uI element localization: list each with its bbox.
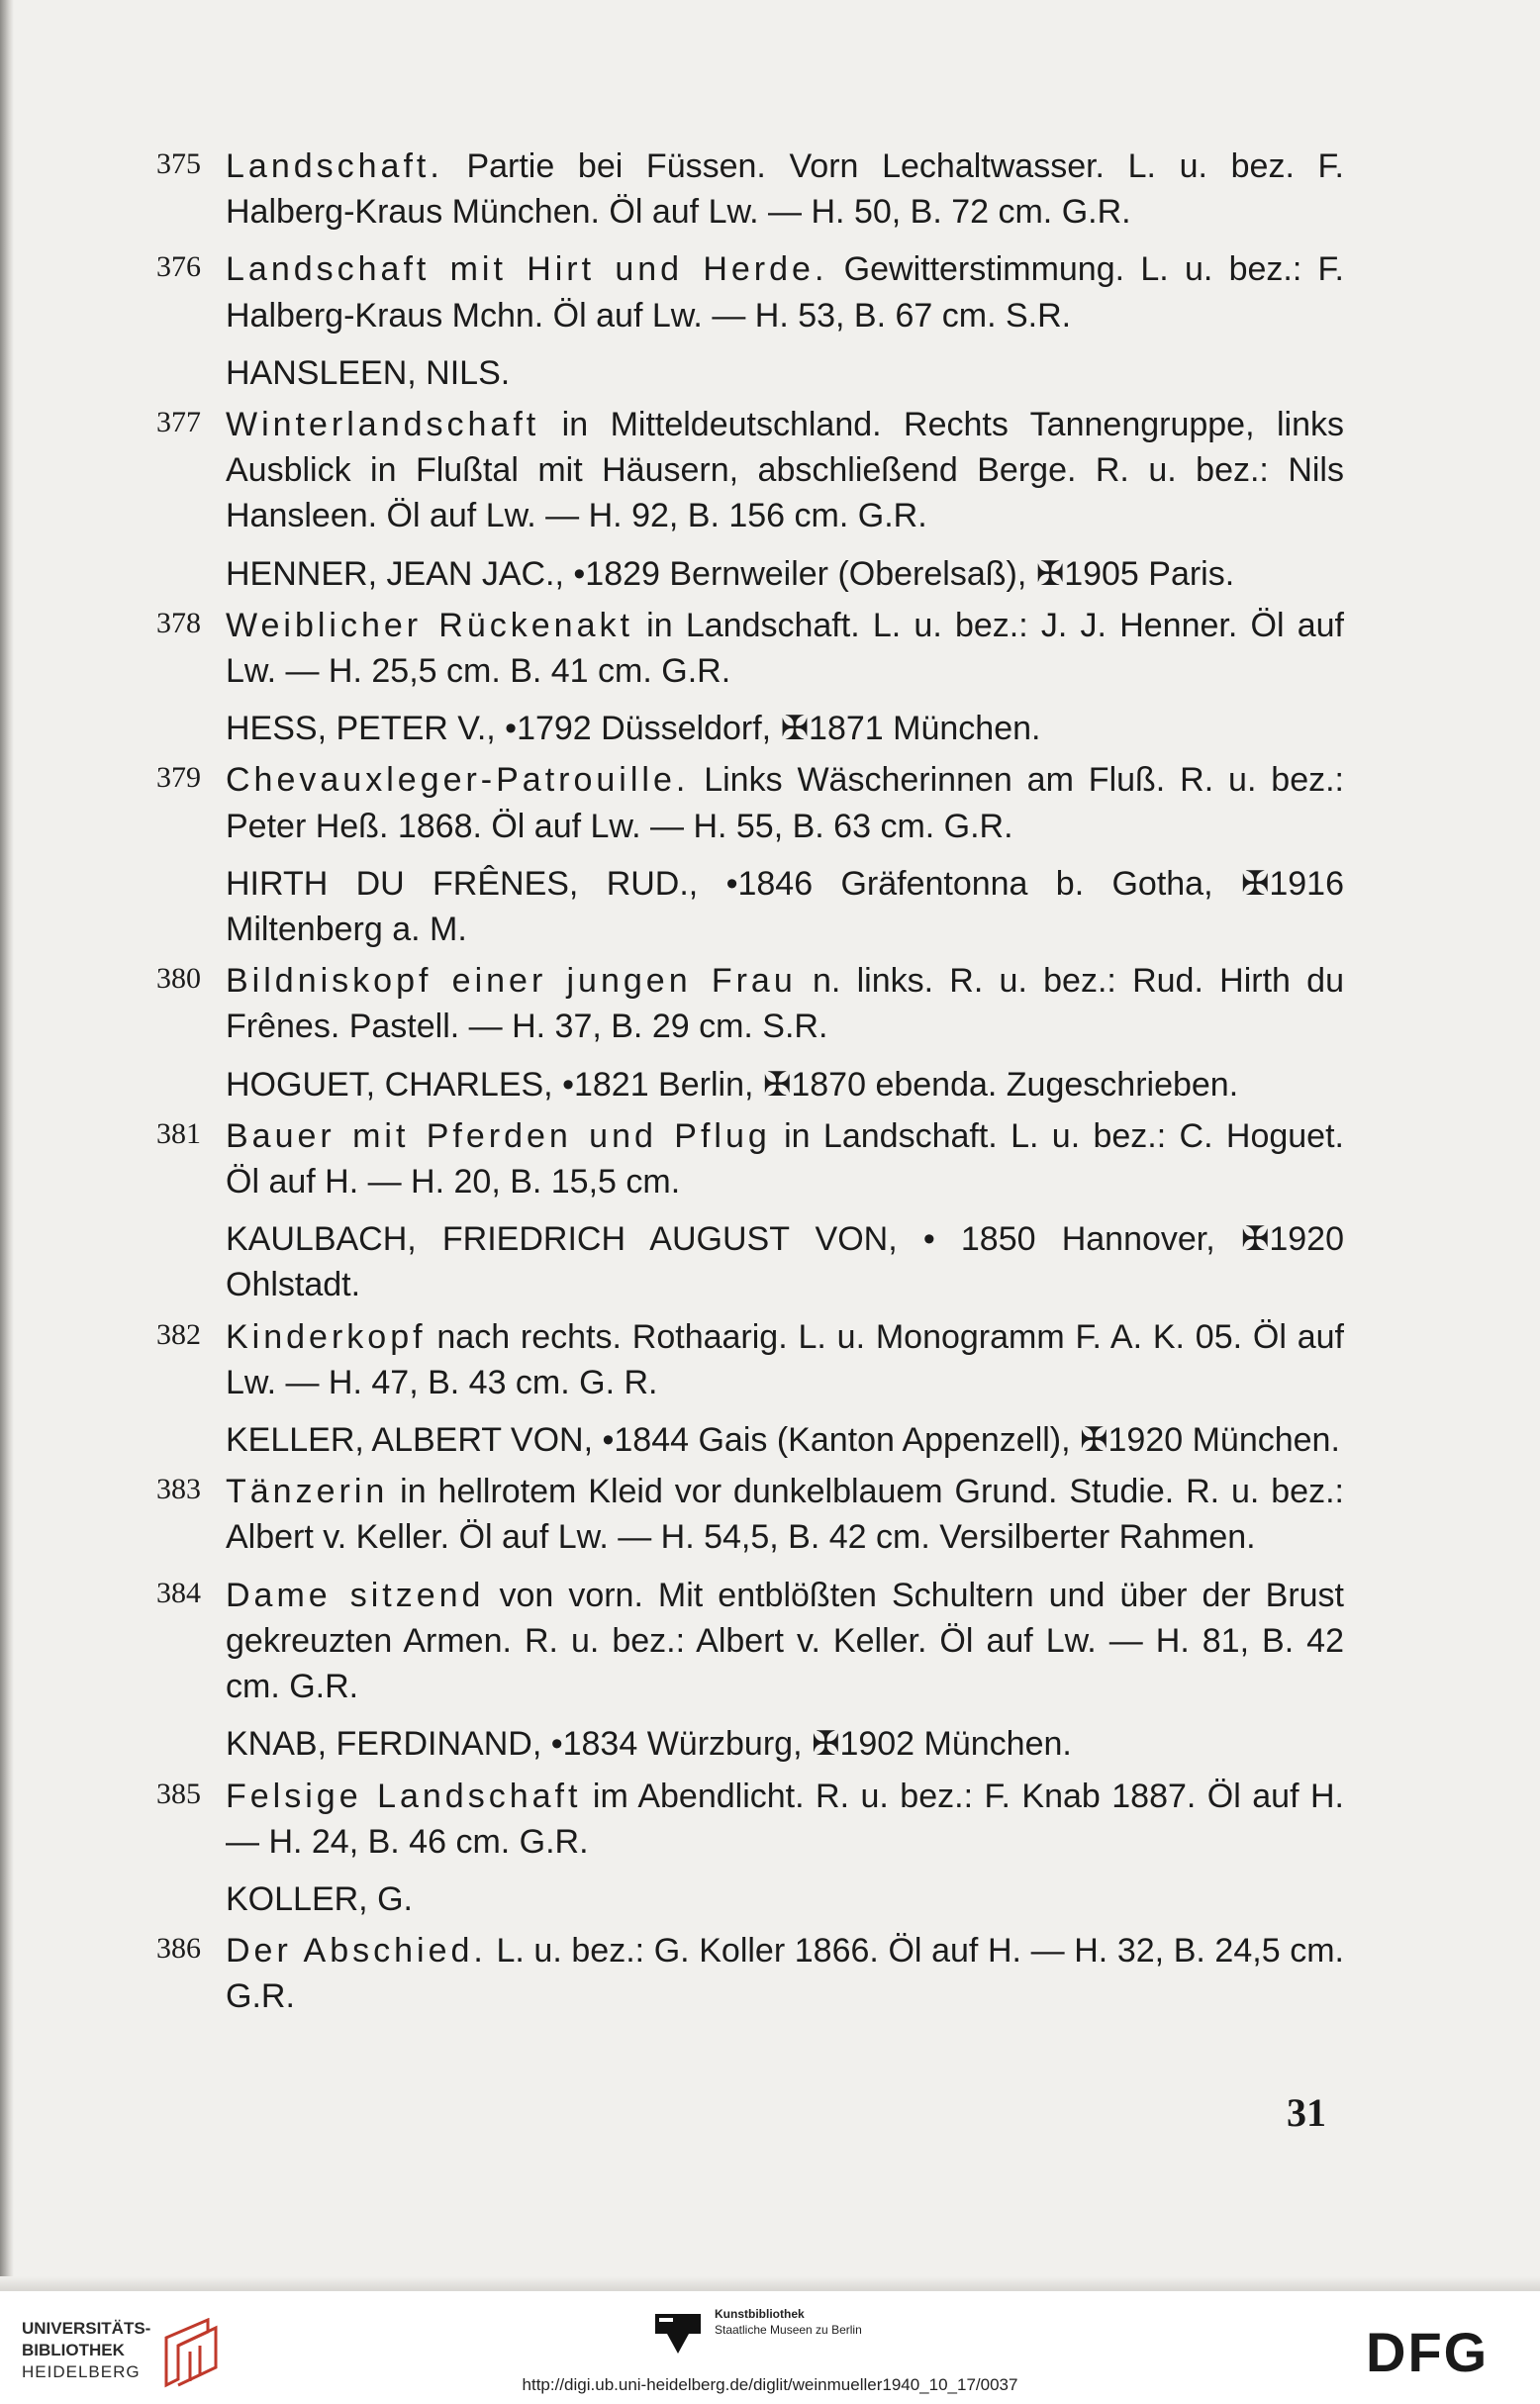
artist-heading: HOGUET, CHARLES, •1821 Berlin, ✠1870 ebenda. Zugeschrieben. — [226, 1065, 1239, 1104]
kb-line-1: Kunstbibliothek — [715, 2307, 805, 2321]
entry-number: 381 — [156, 1116, 201, 1150]
entry-number: 380 — [156, 962, 201, 996]
kb-line-2: Staatliche Museen zu Berlin — [715, 2323, 862, 2337]
entry-title: Der Abschied. — [226, 1932, 487, 1971]
catalog-entry — [156, 1573, 1344, 1710]
entry-description: in Landschaft. L. u. bez.: C. Hoguet. Öl auf H. — H. 20, B. 15,5 cm. — [226, 1116, 1344, 1202]
kunstbibliothek-emblem-icon — [655, 2314, 701, 2357]
entry-number: 375 — [156, 147, 201, 180]
entry-number: 377 — [156, 406, 201, 439]
entry-title: Weiblicher Rückenakt — [226, 606, 633, 644]
catalog-entry — [156, 246, 1344, 337]
kunstbibliothek-logo[interactable] — [655, 2306, 903, 2365]
permalink-url[interactable]: http://digi.ub.uni-heidelberg.de/diglit/weinmueller1940_10_17/0037 — [522, 2375, 1018, 2394]
page-bottom-shadow — [0, 2276, 1540, 2291]
entry-number: 383 — [156, 1473, 201, 1506]
ub-line-2: BIBLIOTHEK — [22, 2341, 125, 2359]
page-number: 31 — [1287, 2090, 1326, 2135]
catalog-entry — [156, 1469, 1344, 1560]
entry-number: 386 — [156, 1932, 201, 1966]
catalog-column — [156, 144, 1344, 2020]
catalog-entry — [156, 1928, 1344, 2019]
entry-title: Landschaft. — [226, 147, 443, 185]
entry-number: 382 — [156, 1317, 201, 1351]
artist-heading: HENNER, JEAN JAC., •1829 Bernweiler (Oberelsaß), ✠1905 Paris. — [226, 554, 1235, 593]
entry-title: Felsige Landschaft — [226, 1777, 582, 1815]
entry-description: im Abendlicht. R. u. bez.: F. Knab 1887. Öl auf H. — H. 24, B. 46 cm. G.R. — [226, 1777, 1344, 1861]
entry-description: L. u. bez.: G. Koller 1866. Öl auf H. — H. 32, B. 24,5 cm. G.R. — [226, 1932, 1344, 2016]
entry-title: Tänzerin — [226, 1473, 389, 1511]
catalog-entry — [156, 144, 1344, 235]
entry-description: von vorn. Mit entblößten Schultern und über der Brust gekreuzten Armen. R. u. bez.: Albert v. Keller. Öl auf Lw. — H. 81, B. 42 cm. G.R. — [226, 1576, 1344, 1706]
entry-number: 385 — [156, 1777, 201, 1810]
entry-title: Landschaft mit Hirt und Herde. — [226, 250, 828, 289]
entry-title: Winterlandschaft — [226, 406, 540, 444]
artist-heading: HIRTH DU FRÊNES, RUD., •1846 Gräfentonna b. Gotha, ✠1916 Miltenberg a. M. — [226, 864, 1344, 949]
artist-heading: KELLER, ALBERT VON, •1844 Gais (Kanton Appenzell), ✠1920 München. — [226, 1421, 1340, 1460]
entry-description: Gewitterstimmung. L. u. bez.: F. Halberg-Kraus Mchn. Öl auf Lw. — H. 53, B. 67 cm. S.R. — [226, 250, 1344, 335]
entry-description: nach rechts. Rothaarig. L. u. Monogramm F. A. K. 05. Öl auf Lw. — H. 47, B. 43 cm. G. R. — [226, 1317, 1344, 1401]
catalog-entry — [156, 402, 1344, 539]
kunstbibliothek-wordmark — [715, 2306, 913, 2338]
artist-heading: HESS, PETER V., •1792 Düsseldorf, ✠1871 München. — [226, 710, 1041, 748]
catalog-entry — [156, 1774, 1344, 1865]
catalog-entry — [156, 1113, 1344, 1204]
artist-heading: KNAB, FERDINAND, •1834 Würzburg, ✠1902 München. — [226, 1725, 1072, 1764]
entry-description: n. links. R. u. bez.: Rud. Hirth du Frênes. Pastell. — H. 37, B. 29 cm. S.R. — [226, 962, 1344, 1046]
page-edge-shadow — [0, 0, 14, 2291]
catalog-entry — [156, 603, 1344, 694]
dfg-wordmark: DFG — [1366, 2322, 1490, 2379]
dfg-logo[interactable] — [1366, 2322, 1514, 2379]
ub-line-1: UNIVERSITÄTS- — [22, 2319, 151, 2338]
entry-title: Dame sitzend — [226, 1576, 485, 1614]
catalog-entry — [156, 1314, 1344, 1405]
artist-heading: KOLLER, G. — [226, 1879, 413, 1918]
entry-number: 384 — [156, 1576, 201, 1609]
artist-heading: HANSLEEN, NILS. — [226, 353, 511, 392]
entry-description: Partie bei Füssen. Vorn Lechaltwasser. L. u. bez. F. Halberg-Kraus München. Öl auf Lw. — H. 50, B. 72 cm. G.R. — [226, 147, 1344, 232]
artist-heading: KAULBACH, FRIEDRICH AUGUST VON, • 1850 Hannover, ✠1920 Ohlstadt. — [226, 1220, 1344, 1304]
entry-description: in hellrotem Kleid vor dunkelblauem Grund. Studie. R. u. bez.: Albert v. Keller. Öl auf Lw. — H. 54,5, B. 42 cm. Versilberter Rahmen. — [226, 1473, 1344, 1557]
entry-description: in Landschaft. L. u. bez.: J. J. Henner. Öl auf Lw. — H. 25,5 cm. B. 41 cm. G.R. — [226, 606, 1344, 691]
catalog-entry — [156, 958, 1344, 1049]
entry-title: Bildniskopf einer jungen Frau — [226, 962, 797, 1001]
entry-title: Kinderkopf — [226, 1317, 427, 1356]
ub-heidelberg-wordmark — [22, 2318, 170, 2383]
entry-description: in Mitteldeutschland. Rechts Tannengruppe, links Ausblick in Flußtal mit Häusern, abschließend Berge. R. u. bez.: Nils Hansleen. Öl auf Lw. — H. 92, B. 156 cm. G.R. — [226, 406, 1344, 535]
entry-description: Links Wäscherinnen am Fluß. R. u. bez.: Peter Heß. 1868. Öl auf Lw. — H. 55, B. 63 cm. G.R. — [226, 761, 1344, 845]
entry-title: Chevauxleger-Patrouille. — [226, 761, 690, 800]
entry-number: 376 — [156, 250, 201, 284]
entry-title: Bauer mit Pferden und Pflug — [226, 1116, 771, 1155]
entry-number: 379 — [156, 761, 201, 795]
ub-line-3: HEIDELBERG — [22, 2362, 141, 2381]
catalog-entry — [156, 757, 1344, 848]
entry-number: 378 — [156, 606, 201, 639]
